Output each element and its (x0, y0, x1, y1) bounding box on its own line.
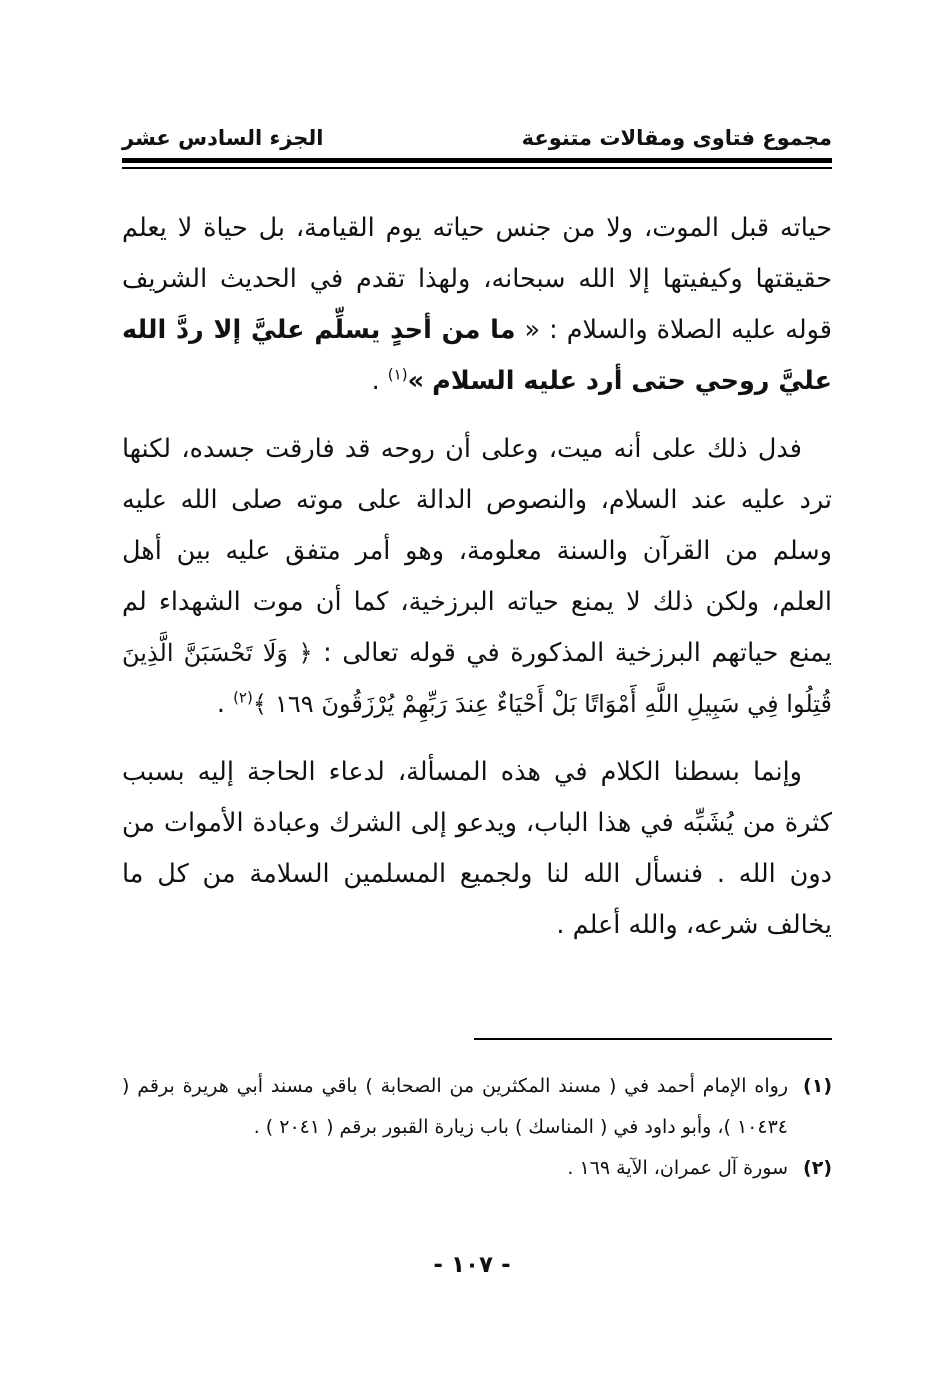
running-header (122, 118, 832, 158)
footnote-2 (122, 1148, 832, 1189)
header-book-title: مجموع فتاوى ومقالات متنوعة (521, 126, 832, 150)
paragraph-1-end: . (371, 366, 380, 396)
paragraph-1-intro: حياته قبل الموت، ولا من جنس حياته يوم القيامة، بل حياة لا يعلم حقيقتها وكيفيتها إلا الله سبحانه، ولهذا تقدم في الحديث الشريف قوله عليه الصلاة والسلام : « (122, 213, 832, 345)
quran-open-bracket: ﴿ (298, 639, 313, 667)
footnote-1-text: رواه الإمام أحمد في ( مسند المكثرين من الصحابة ) باقي مسند أبي هريرة برقم ( ١٠٤٣٤ )، وأبو داود في ( المناسك ) باب زيارة القبور برقم ( ٢٠٤١ ) . (122, 1075, 788, 1138)
footnote-1-number: (١) (803, 1075, 832, 1097)
footnote-separator (474, 1038, 832, 1040)
footnote-ref-1: (١) (387, 365, 408, 384)
paragraph-1 (122, 203, 832, 407)
footnote-1 (122, 1066, 832, 1148)
footnotes (122, 1066, 832, 1189)
page-number: - ١٠٧ - (433, 1252, 511, 1278)
hadith-close-mark: » (407, 366, 425, 396)
paragraph-3: وإنما بسطنا الكلام في هذه المسألة، لدعاء الحاجة إليه بسبب كثرة من يُشَبِّه في هذا الباب، ويدعو إلى الشرك وعبادة الأموات من دون الله . فنسأل الله لنا ولجميع المسلمين السلامة من كل ما يخالف شرعه، والله أعلم . (122, 757, 832, 940)
quran-verse: وَلَا تَحْسَبَنَّ الَّذِينَ قُتِلُوا فِي سَبِيلِ اللَّهِ أَمْوَاتًا بَلْ أَحْيَاءٌ عِندَ رَبِّهِمْ يُرْزَقُونَ ١٦٩ (122, 639, 832, 718)
footnote-2-text: سورة آل عمران، الآية ١٦٩ . (567, 1157, 788, 1179)
paragraph-2-end: . (216, 689, 225, 719)
paragraph-2 (122, 424, 832, 730)
paragraph-2-text: فدل ذلك على أنه ميت، وعلى أن روحه قد فارقت جسده، لكنها ترد عليه عند السلام، والنصوص الدالة على موته صلى الله عليه وسلم من القرآن والسنة معلومة، وهو أمر متفق عليه بين أهل العلم، ولكن ذلك لا يمنع حياته البرزخية، كما أن موت الشهداء لم يمنع حياتهم البرزخية المذكورة في قوله تعالى : (122, 434, 833, 668)
header-volume-title: الجزء السادس عشر (122, 126, 324, 150)
hadith-quote: ما من أحدٍ يسلِّم عليَّ إلا ردَّ الله عليَّ روحي حتى أرد عليه السلام (122, 315, 832, 396)
header-rule-thin (122, 167, 832, 169)
footnote-ref-2: (٢) (233, 688, 253, 707)
footnote-2-number: (٢) (803, 1157, 832, 1179)
quran-close-bracket: ﴾ (252, 690, 267, 718)
main-text (122, 203, 832, 968)
header-rule-thick (122, 158, 832, 163)
